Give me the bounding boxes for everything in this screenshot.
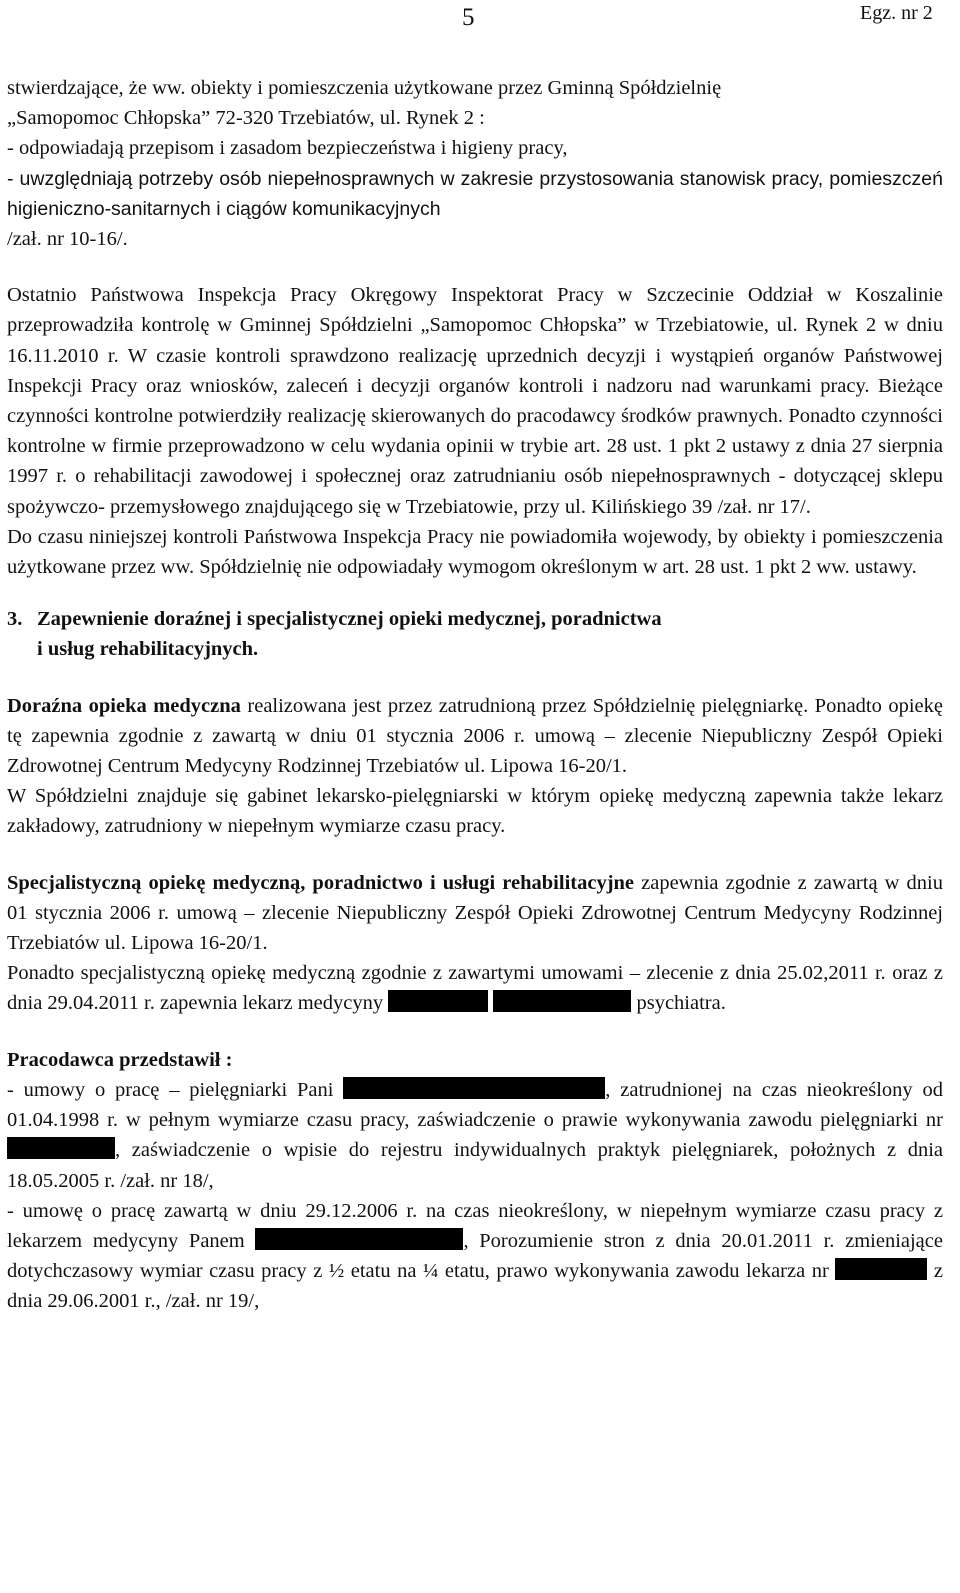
employer-heading-bold: Pracodawca przedstawił : (7, 1048, 233, 1071)
employer-item1-text-a: - umowy o pracę – pielęgniarki Pani (7, 1078, 344, 1101)
notification-paragraph: Do czasu niniejszej kontroli Państwowa Inspekcja Pracy nie powiadomiła wojewody, by obiekty i pomieszczenia użytkowane przez ww. Spółdzielnię nie odpowiadały wymogom określonym w art. 28 ust. 1 pkt 2 ww. ustawy. (7, 525, 943, 579)
specialist-care-bold: Specjalistyczną opiekę medyczną, poradnictwo i usługi rehabilitacyjne (7, 871, 635, 894)
section1-bullet2: - uwzględniają potrzeby osób niepełnosprawnych w zakresie przystosowania stanowisk pracy, pomieszczeń higieniczno-sanitarnych i ciągów komunikacyjnych (7, 167, 943, 220)
urgent-care-paragraph (7, 691, 943, 782)
section1-line2: „Samopomoc Chłopska” 72-320 Trzebiatów, ul. Rynek 2 : (7, 107, 485, 130)
section3-heading-line2: i usług rehabilitacyjnych. (37, 638, 259, 661)
employer-item2-text-b: , Porozumienie stron z dnia 20.01.2011 r. zmieniające dotychczasowy wymiar czasu pracy z ½ etatu na ¼ etatu, prawo wykonywania zawodu lekarza nr (7, 1229, 943, 1283)
inspection-paragraph: Ostatnio Państwowa Inspekcja Pracy Okręgowy Inspektorat Pracy w Szczecinie Oddział w Koszalinie przeprowadziła kontrolę w Gminnej Spółdzielni „Samopomoc Chłopska” w Trzebiatowie, ul. Rynek 2 w dniu 16.11.2010 r. W czasie kontroli sprawdzono realizację uprzednich decyzji i wystąpień organów Państwowej Inspekcji Pracy oraz wniosków, zaleceń i decyzji organów kontroli i nadzoru nad warunkami pracy. Bieżące czynności kontrolne potwierdziły realizację skierowanych do pracodawcy środków prawnych. Ponadto czynności kontrolne w firmie przeprowadzono w celu wydania opinii w trybie art. 28 ust. 1 pkt 2 ustawy z dnia 27 sierpnia 1997 r. o rehabilitacji zawodowej i społecznej oraz zatrudnianiu osób niepełnosprawnych - dotyczącej sklepu spożywczo- przemysłowego znajdującego się w Trzebiatowie, przy ul. Kilińskiego 39 /zał. nr 17/. (7, 284, 943, 518)
employer-item1-text-c: , zaświadczenie o wpisie do rejestru indywidualnych praktyk pielęgniarek, położnych z dnia 18.05.2005 r. /zał. nr 18/, (7, 1139, 943, 1192)
specialist-contracts-tail: psychiatra. (631, 992, 726, 1015)
copy-label: Egz. nr 2 (860, 2, 933, 24)
urgent-care-text: realizowana jest przez zatrudnioną przez Spółdzielnię pielęgniarkę. Ponadto opiekę tę zapewnia zgodnie z zawartą w dniu 01 stycznia 2006 r. umową – zlecenie Niepubliczny Zespół Opieki Zdrowotnej Centrum Medycyny Rodzinnej Trzebiatów ul. Lipowa 16-20/1. (7, 694, 944, 778)
section3-heading (7, 604, 943, 664)
employer-item2 (7, 1196, 943, 1317)
section1-bullet1: - odpowiadają przepisom i zasadom bezpieczeństwa i higieny pracy, (7, 137, 568, 160)
specialist-care-text: zapewnia zgodnie z zawartą w dniu 01 stycznia 2006 r. umową – zlecenie Niepubliczny Zespół Opieki Zdrowotnej Centrum Medycyny Rodzinnej Trzebiatów ul. Lipowa 16-20/1. (7, 871, 943, 955)
employer-item1-text-b: , zatrudnionej na czas nieokreślony od 01.04.1998 r. w pełnym wymiarze czasu pracy, zaświadczenie o prawie wykonywania zawodu pielęgniarki nr (7, 1078, 943, 1132)
section3-number: 3. (7, 608, 23, 631)
specialist-contracts-paragraph (7, 958, 943, 1018)
employer-item2-text-a: - umowę o pracę zawartą w dniu 29.12.2006 r. na czas nieokreślony, w niepełnym wymiarze czasu pracy z lekarzem medycyny Panem (7, 1199, 943, 1252)
section1-line1: stwierdzające, że ww. obiekty i pomieszczenia użytkowane przez Gminną Spółdzielnię (7, 77, 722, 99)
employer-heading (7, 1045, 943, 1075)
employer-item2-text-c: z dnia 29.06.2001 r., /zał. nr 19/, (7, 1260, 943, 1313)
redaction-block (7, 1137, 115, 1159)
document-body (7, 73, 943, 1317)
section3-heading-line1: Zapewnienie doraźnej i specjalistycznej opieki medycznej, poradnictwa (37, 608, 662, 631)
specialist-care-paragraph (7, 868, 943, 959)
redaction-block (493, 990, 631, 1012)
redaction-block (255, 1228, 463, 1250)
section1-attachment: /zał. nr 10-16/. (7, 228, 128, 251)
specialist-contracts-text: Ponadto specjalistyczną opiekę medyczną zgodnie z zawartymi umowami – zlecenie z dnia 25.02,2011 r. oraz z dnia 29.04.2011 r. zapewnia lekarz medycyny (7, 962, 943, 1015)
employer-item1 (7, 1075, 943, 1196)
redaction-block (835, 1258, 927, 1280)
page-number: 5 (462, 4, 475, 31)
urgent-care-bold: Doraźna opieka medyczna (7, 694, 241, 717)
redaction-block (343, 1077, 605, 1099)
clinic-paragraph: W Spółdzielni znajduje się gabinet lekarsko-pielęgniarski w którym opiekę medyczną zapewnia także lekarz zakładowy, zatrudniony w niepełnym wymiarze czasu pracy. (7, 785, 943, 838)
redaction-block (388, 990, 488, 1012)
